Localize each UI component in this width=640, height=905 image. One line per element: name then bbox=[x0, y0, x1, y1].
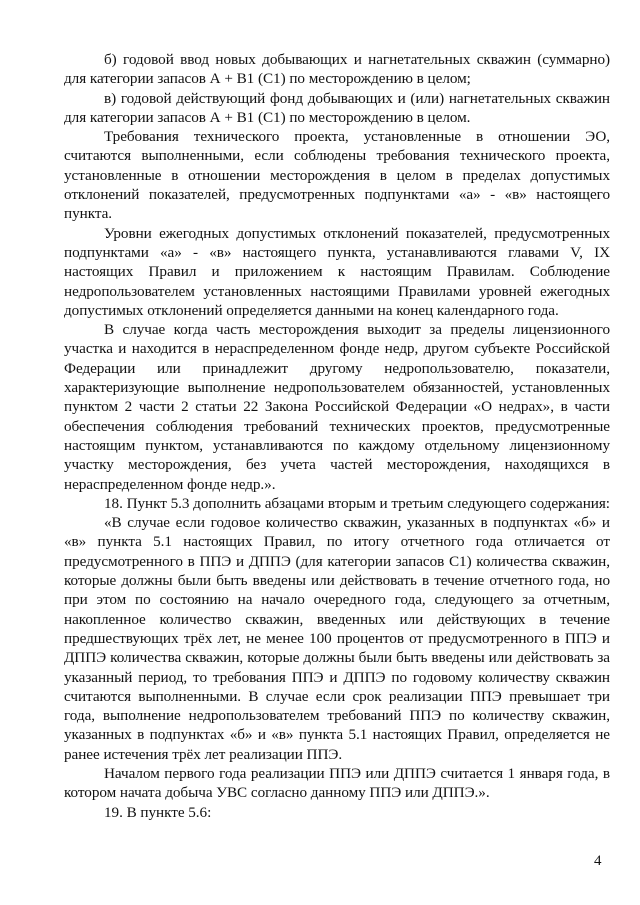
paragraph-item-19: 19. В пункте 5.6: bbox=[104, 803, 212, 821]
paragraph-subitem-v: в) годовой действующий фонд добывающих и (или) нагнетательных скважин для категории запасов А + В1 (С1) по месторождению в целом. bbox=[64, 89, 610, 126]
paragraph-well-count-case: «В случае если годовое количество скважин, указанных в подпунктах «б» и «в» пункта 5.1 настоящих Правил, по итогу отчетного года отличается от предусмотренного в ППЭ и ДППЭ (для категории запасов С1) количества скважин, которые должны были быть введены или действовать в течение отчетного года, но при этом по состоянию на начало очередного года, следующего за отчетным, накопленное количество скважин, введенных или действующих в течение предшествующих трёх лет, не менее 100 процентов от предусмотренного в ППЭ и ДППЭ количества скважин, которые должны были быть введены или действовать за указанный период, то требования ППЭ и ДППЭ по годовому количеству скважин считаются выполненными. В случае если срок реализации ППЭ превышает три года, выполнение недропользователем требований ППЭ по количеству скважин, указанных в подпунктах «б» и «в» пункта 5.1 настоящих Правил, определяется не ранее истечения трёх лет реализации ППЭ. bbox=[64, 514, 610, 763]
paragraph-deviation-levels: Уровни ежегодных допустимых отклонений показателей, предусмотренных подпунктами «а» - «в» настоящего пункта, устанавливаются главами V, IX настоящих Правил и приложением к настоящим Правилам. Соблюдение недропользователем установленных настоящими Правилами уровней ежегодных допустимых отклонений определяется данными на конец календарного года. bbox=[64, 224, 610, 319]
paragraph-license-area-case: В случае когда часть месторождения выходит за пределы лицензионного участка и находится в нераспределенном фонде недр, другом субъекте Российской Федерации или принадлежит другому недропользователю, показатели, характеризующие выполнение недропользователем обязанностей, установленных пунктом 2 части 2 статьи 22 Закона Российской Федерации «О недрах», в части обеспечения соблюдения требований технических проектов, предусмотренные настоящим пунктом, устанавливаются по каждому отдельному лицензионному участку месторождения, без учета частей месторождения, находящихся в нераспределенном фонде недр.». bbox=[64, 321, 610, 493]
page-number: 4 bbox=[594, 853, 602, 869]
paragraph-subitem-b: б) годовой ввод новых добывающих и нагнетательных скважин (суммарно) для категории запасов А + В1 (С1) по месторождению в целом; bbox=[64, 51, 610, 88]
document-body bbox=[64, 50, 610, 822]
paragraph-item-18: 18. Пункт 5.3 дополнить абзацами вторым и третьим следующего содержания: bbox=[104, 494, 610, 512]
paragraph-technical-project-requirements: Требования технического проекта, установленные в отношении ЭО, считаются выполненными, если соблюдены требования технического проекта, установленные в отношении месторождения в целом в пределах допустимых отклонений показателей, предусмотренных подпунктами «а» - «в» настоящего пункта. bbox=[64, 128, 610, 223]
paragraph-first-year-start: Началом первого года реализации ППЭ или ДППЭ считается 1 января года, в котором начата добыча УВС согласно данному ППЭ или ДППЭ.». bbox=[64, 764, 610, 802]
